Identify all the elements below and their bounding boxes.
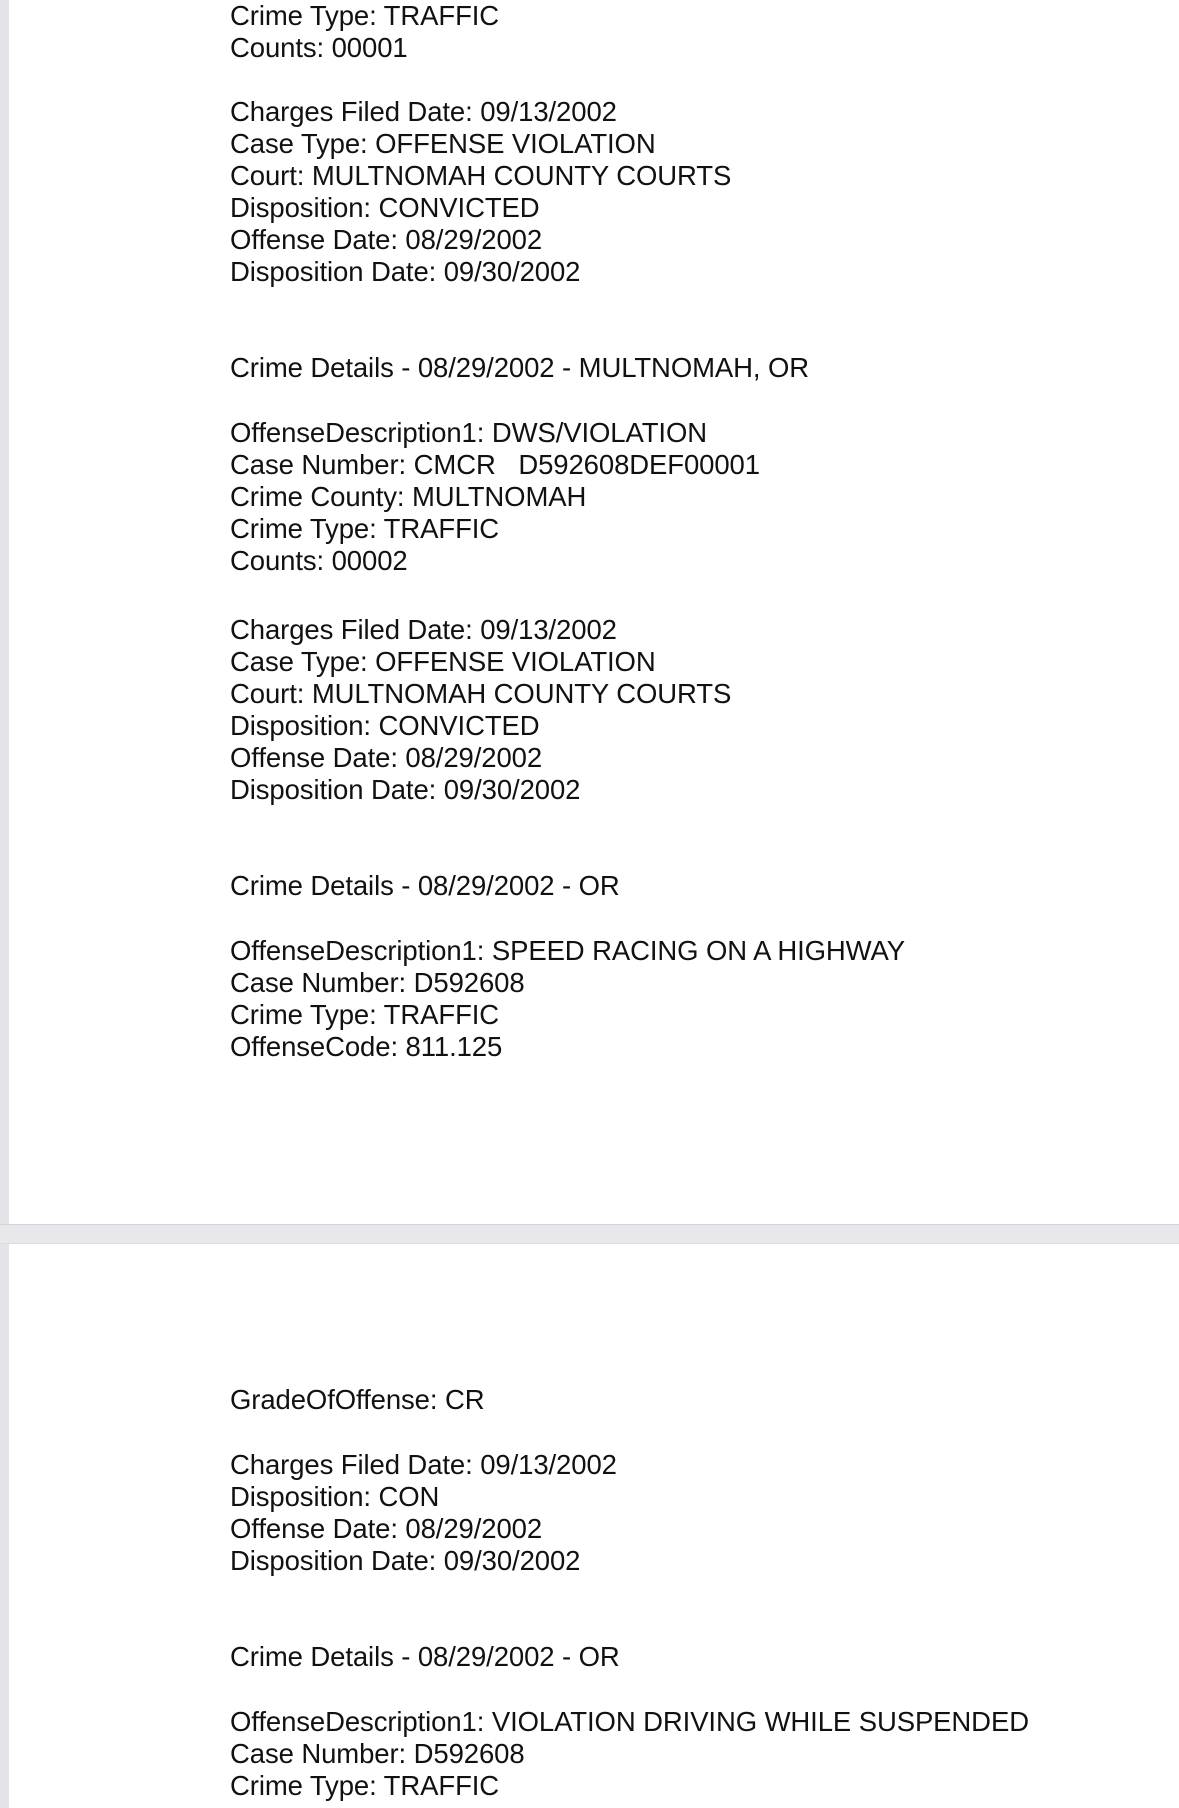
offense-date-field: Offense Date: 08/29/2002 bbox=[230, 742, 543, 773]
crime-type-field: Crime Type: TRAFFIC bbox=[230, 1770, 500, 1801]
crime-details-heading: Crime Details - 08/29/2002 - MULTNOMAH, OR bbox=[230, 352, 810, 383]
offense-description-field: OffenseDescription1: DWS/VIOLATION bbox=[230, 417, 707, 448]
page-separator bbox=[0, 1224, 1179, 1244]
crime-details-heading: Crime Details - 08/29/2002 - OR bbox=[230, 870, 620, 901]
crime-type-field: Crime Type: TRAFFIC bbox=[230, 513, 500, 544]
case-type-field: Case Type: OFFENSE VIOLATION bbox=[230, 646, 656, 677]
disposition-date-field: Disposition Date: 09/30/2002 bbox=[230, 1545, 581, 1576]
viewer-left-edge bbox=[0, 0, 9, 1808]
disposition-field: Disposition: CONVICTED bbox=[230, 710, 540, 741]
charges-filed-date-field: Charges Filed Date: 09/13/2002 bbox=[230, 1449, 617, 1480]
disposition-date-field: Disposition Date: 09/30/2002 bbox=[230, 774, 581, 805]
disposition-field: Disposition: CON bbox=[230, 1481, 440, 1512]
case-number-field: Case Number: D592608 bbox=[230, 967, 525, 998]
case-number-field: Case Number: CMCR D592608DEF00001 bbox=[230, 449, 760, 480]
charges-filed-date-field: Charges Filed Date: 09/13/2002 bbox=[230, 96, 617, 127]
disposition-date-field: Disposition Date: 09/30/2002 bbox=[230, 256, 581, 287]
case-type-field: Case Type: OFFENSE VIOLATION bbox=[230, 128, 656, 159]
grade-of-offense-field: GradeOfOffense: CR bbox=[230, 1384, 485, 1415]
disposition-field: Disposition: CONVICTED bbox=[230, 192, 540, 223]
crime-county-field: Crime County: MULTNOMAH bbox=[230, 481, 587, 512]
court-field: Court: MULTNOMAH COUNTY COURTS bbox=[230, 678, 732, 709]
crime-details-heading: Crime Details - 08/29/2002 - OR bbox=[230, 1641, 620, 1672]
crime-type-field: Crime Type: TRAFFIC bbox=[230, 0, 500, 31]
case-number-field: Case Number: D592608 bbox=[230, 1738, 525, 1769]
document-page-1 bbox=[9, 0, 1179, 1224]
counts-field: Counts: 00002 bbox=[230, 545, 408, 576]
offense-description-field: OffenseDescription1: VIOLATION DRIVING WHILE SUSPENDED bbox=[230, 1706, 1029, 1737]
crime-type-field: Crime Type: TRAFFIC bbox=[230, 999, 500, 1030]
offense-code-field: OffenseCode: 811.125 bbox=[230, 1031, 503, 1062]
court-field: Court: MULTNOMAH COUNTY COURTS bbox=[230, 160, 732, 191]
charges-filed-date-field: Charges Filed Date: 09/13/2002 bbox=[230, 614, 617, 645]
document-page-2 bbox=[9, 1244, 1179, 1808]
offense-date-field: Offense Date: 08/29/2002 bbox=[230, 224, 543, 255]
offense-date-field: Offense Date: 08/29/2002 bbox=[230, 1513, 543, 1544]
counts-field: Counts: 00001 bbox=[230, 32, 408, 63]
offense-description-field: OffenseDescription1: SPEED RACING ON A HIGHWAY bbox=[230, 935, 905, 966]
